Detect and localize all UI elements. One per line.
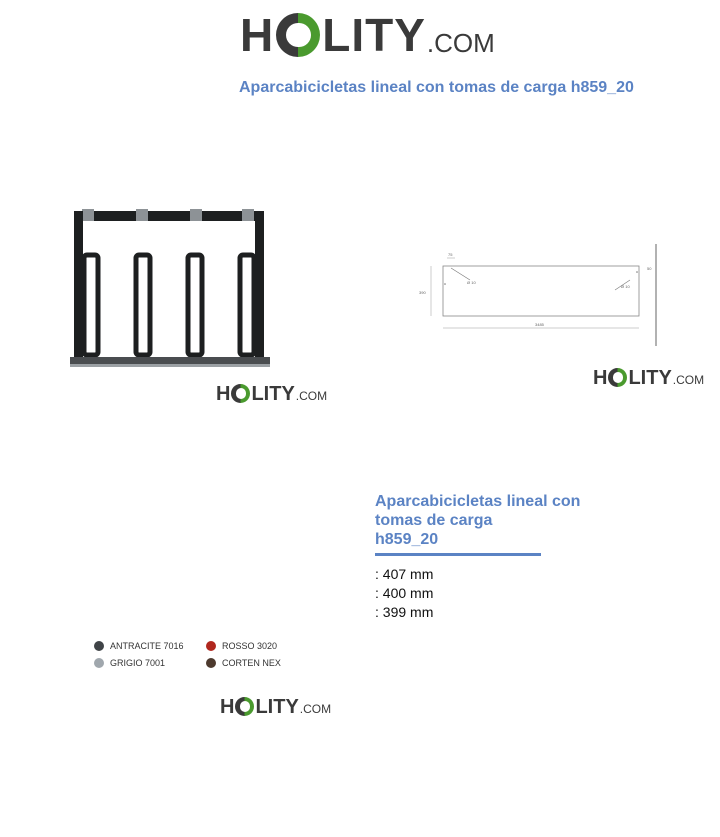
logo-text-h: H xyxy=(220,696,235,718)
spec-box-divider xyxy=(375,553,541,556)
dim-label-width: 3485 xyxy=(535,322,544,327)
holity-logo[interactable] xyxy=(240,9,495,61)
technical-drawing[interactable] xyxy=(415,240,665,350)
swatch-rosso[interactable] xyxy=(206,641,277,651)
swatch-label: GRIGIO 7001 xyxy=(110,658,166,668)
dim-label-right-top: 50 xyxy=(647,266,652,271)
swatch-corten[interactable] xyxy=(206,658,281,668)
swatch-grigio[interactable] xyxy=(94,658,165,668)
spec-title-line-3: h859_20 xyxy=(375,531,439,548)
logo-o-icon xyxy=(608,368,627,387)
spec-box-title xyxy=(375,492,615,549)
logo-text-lity: LITY xyxy=(322,9,426,61)
logo-text-h: H xyxy=(240,9,275,61)
dimension-drawing xyxy=(415,240,665,350)
spec-title-line-1: Aparcabicicletas lineal con xyxy=(375,493,581,510)
logo-text-com: .COM xyxy=(295,389,328,403)
dim-label-diag-right: Ø 10 xyxy=(621,284,630,289)
logo-o-icon xyxy=(231,384,250,403)
dim-label-top-left: 75 xyxy=(448,252,453,257)
dim-label-height: 390 xyxy=(419,290,426,295)
color-dot-icon xyxy=(94,658,104,668)
bike-rack-drawing xyxy=(66,205,276,370)
logo-text-h: H xyxy=(593,367,608,389)
spec-title-line-2: tomas de carga xyxy=(375,512,493,529)
logo-text-h: H xyxy=(216,383,231,405)
swatch-label: ROSSO 3020 xyxy=(222,641,278,651)
product-image-bike-rack[interactable] xyxy=(66,205,276,370)
logo-text-com: .COM xyxy=(672,373,705,387)
logo-text-com: .COM xyxy=(426,28,495,58)
spec-row-2: : 400 mm xyxy=(375,585,434,601)
holity-logo-small-3 xyxy=(220,697,331,717)
color-dot-icon xyxy=(206,658,216,668)
holity-logo-small-2 xyxy=(593,368,704,388)
dim-label-diag-left: Ø 10 xyxy=(467,280,476,285)
logo-text-lity: LITY xyxy=(251,383,295,405)
swatch-label: CORTEN NEX xyxy=(222,658,281,668)
logo-text-lity: LITY xyxy=(628,367,672,389)
holity-logo-small-1 xyxy=(216,384,327,404)
swatch-label: ANTRACITE 7016 xyxy=(110,641,184,651)
logo-text-lity: LITY xyxy=(255,696,299,718)
spec-row-1: : 407 mm xyxy=(375,566,434,582)
spec-row-3: : 399 mm xyxy=(375,604,434,620)
swatch-antracite[interactable] xyxy=(94,641,184,651)
color-dot-icon xyxy=(94,641,104,651)
logo-o-icon xyxy=(276,13,320,57)
logo-text-com: .COM xyxy=(299,702,332,716)
logo-o-icon xyxy=(235,697,254,716)
color-dot-icon xyxy=(206,641,216,651)
color-swatches xyxy=(94,641,314,675)
page-title: Aparcabicicletas lineal con tomas de carga h859_20 xyxy=(239,79,634,96)
